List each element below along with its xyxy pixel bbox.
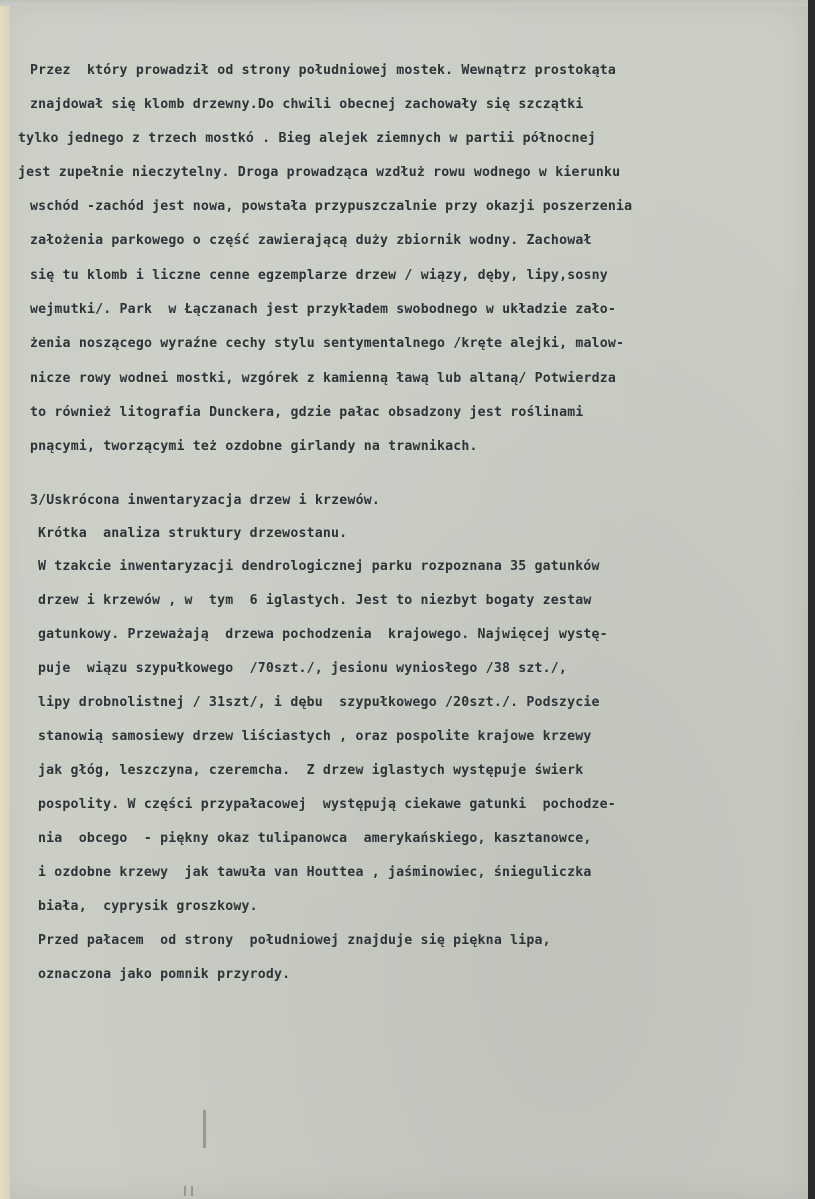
text-line: puje wiązu szypułkowego /70szt./, jesionu wyniosłego /38 szt./, [38,661,568,676]
text-line: drzew i krzewów , w tym 6 iglastych. Jest to niezbyt bogaty zestaw [38,593,592,608]
text-line: oznaczona jako pomnik przyrody. [38,967,291,982]
text-line: jest zupełnie nieczytelny. Droga prowadząca wzdłuż rowu wodnego w kierunku [18,165,621,180]
subheading: Krótka analiza struktury drzewostanu. [38,526,348,541]
text-line: Przed pałacem od strony południowej znajduje się piękna lipa, [38,933,551,948]
text-line: i ozdobne krzewy jak tawuła van Houtteа , jaśminowiec, śnieguliczka [38,865,592,880]
text-line: tylko jednego z trzech mostkó . Bieg alejek ziemnych w partii północnej [18,131,596,146]
text-line: wejmutki/. Park w Łączanach jest przykładem swobodnego w układzie zało- [30,302,617,317]
page-top-edge [0,0,808,6]
scan-mark [203,1110,206,1148]
text-line: to również litografia Dunckera, gdzie pałac obsadzony jest roślinami [30,405,584,420]
text-line: założenia parkowego o część zawierającą duży zbiornik wodny. Zachował [30,233,592,248]
text-line: nia obcego - piękny okaz tulipanowca amerykańskiego, kasztanowce, [38,831,592,846]
scan-mark [191,1186,193,1196]
text-line: Przez który prowadził od strony południowej mostek. Wewnątrz prostokąta [30,63,617,78]
text-line: lipy drobnolistnej / 31szt/, i dębu szypułkowego /20szt./. Podszycie [38,695,600,710]
text-line: biała, cyprysik groszkowy. [38,899,258,914]
section-heading: 3/Uskrócona inwentaryzacja drzew i krzewów. [30,493,381,508]
page-left-edge [0,0,10,1199]
text-line: wschód -zachód jest nowa, powstała przypuszczalnie przy okazji poszerzenia [30,199,633,214]
scan-mark [184,1186,186,1196]
text-line: gatunkowy. Przeważają drzewa pochodzenia krajowego. Najwięcej wystę- [38,627,608,642]
text-line: pnącymi, tworzącymi też ozdobne girlandy na trawnikach. [30,439,478,454]
text-line: znajdował się klomb drzewny.Do chwili obecnej zachowały się szczątki [30,97,584,112]
text-line: W tzakcie inwentaryzacji dendrologicznej parku rozpoznana 35 gatunków [38,559,600,574]
text-line: się tu klomb i liczne cenne egzemplarze drzew / wiązy, dęby, lipy,sosny [30,268,608,283]
text-line: nicze rowy wodnei mostki, wzgórek z kamienną ławą lub altaną/ Potwierdza [30,371,617,386]
text-line: żenia noszącego wyraźne cechy stylu sentymentalnego /kręte alejki, malow- [30,336,625,351]
text-line: jak głóg, leszczyna, czeremcha. Z drzew iglastych występuje świerk [38,763,584,778]
text-line: pospolity. W części przypałacowej występują ciekawe gatunki pochodze- [38,797,616,812]
text-line: stanowią samosiewy drzew liściastych , oraz pospolite krajowe krzewy [38,729,592,744]
